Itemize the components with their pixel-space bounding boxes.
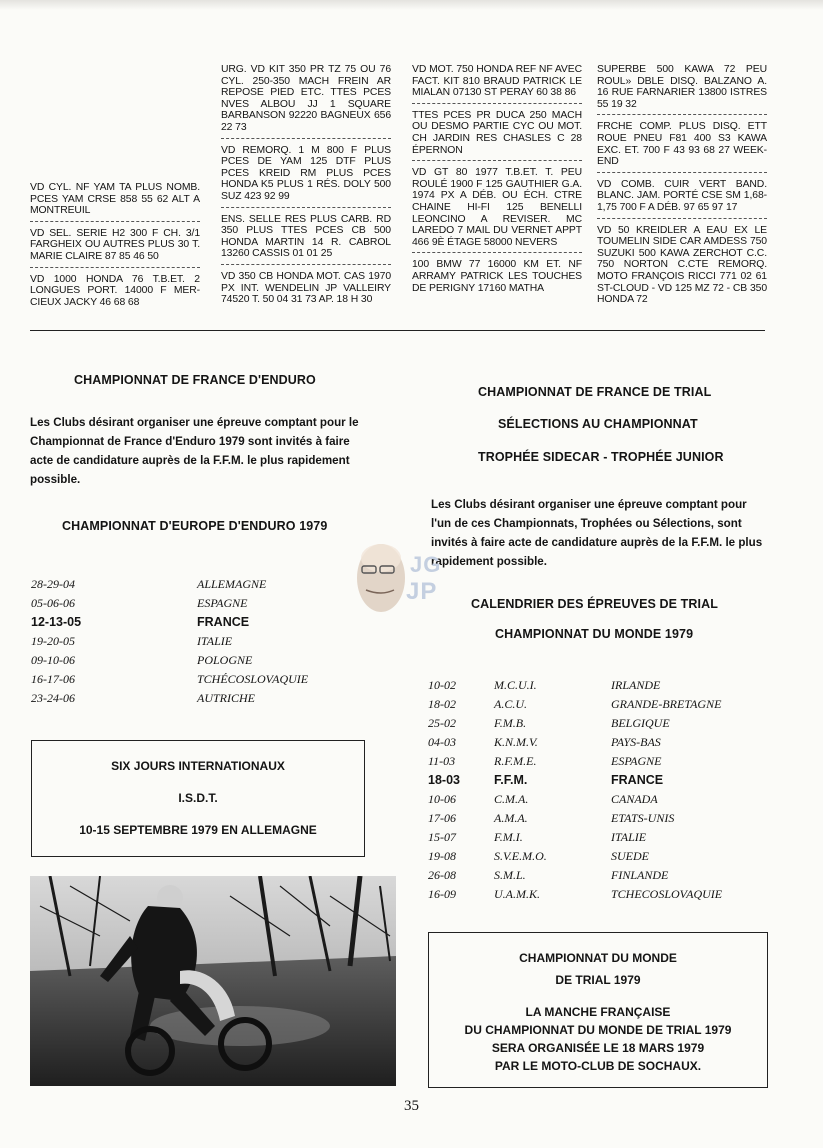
calendar-row bbox=[428, 828, 768, 847]
classified-ad: VD REMORQ. 1 M 800 F PLUS PCES DE YAM 125 DTF PLUS PCES KREID RM PLUS PCES HONDA K5 PLUS 1 RÉS. DOLY 500 SUZ 423 92 99 bbox=[221, 145, 391, 208]
enduro-europe-title: CHAMPIONNAT D'EUROPE D'ENDURO 1979 bbox=[62, 519, 328, 533]
calendar-row bbox=[31, 689, 361, 708]
event-country: FRANCE bbox=[611, 773, 664, 787]
event-country: BELGIQUE bbox=[611, 716, 670, 730]
event-date: 10-02 bbox=[428, 678, 456, 692]
event-country: TCHÉCOSLOVAQUIE bbox=[197, 672, 309, 686]
ads-column-1 bbox=[30, 182, 200, 318]
trial-box-line-6: PAR LE MOTO-CLUB DE SOCHAUX. bbox=[494, 1059, 702, 1073]
event-country: GRANDE-BRETAGNE bbox=[611, 697, 722, 711]
classified-ad: TTES PCES PR DUCA 250 MACH OU DESMO PARTIE CYC OU MOT. CH JARDIN RES CHASLES C 28 ÉPERNON bbox=[412, 110, 582, 161]
calendar-row bbox=[428, 676, 768, 695]
event-date: 19-20-05 bbox=[31, 634, 75, 648]
calendar-row bbox=[428, 790, 768, 809]
event-federation: F.M.B. bbox=[494, 716, 527, 730]
enduro-france-title: CHAMPIONNAT DE FRANCE D'ENDURO bbox=[74, 373, 316, 387]
isdt-line-3: 10-15 SEPTEMBRE 1979 EN ALLEMAGNE bbox=[79, 823, 317, 837]
calendar-row bbox=[428, 847, 768, 866]
calendar-row bbox=[428, 885, 768, 904]
enduro-france-text: Les Clubs désirant organiser une épreuve comptant pour le Championnat de France d'Enduro 1979 sont invités à faire acte de candidature auprès de la F.F.M. le plus rapidement possible. bbox=[30, 416, 359, 486]
calendar-row bbox=[428, 809, 768, 828]
event-country: CANADA bbox=[611, 792, 658, 806]
calendar-row bbox=[31, 613, 361, 632]
trial-box-line-5: SERA ORGANISÉE LE 18 MARS 1979 bbox=[491, 1041, 705, 1055]
stamp-letters-top: JG bbox=[410, 552, 442, 577]
trial-box-line-2: DE TRIAL 1979 bbox=[555, 973, 641, 987]
trial-france-title: CHAMPIONNAT DE FRANCE DE TRIAL bbox=[478, 385, 712, 399]
calendar-row bbox=[31, 651, 361, 670]
enduro-rider-photo bbox=[30, 876, 396, 1086]
event-date: 18-03 bbox=[428, 773, 460, 787]
event-date: 26-08 bbox=[428, 868, 456, 882]
event-country: ITALIE bbox=[611, 830, 647, 844]
event-country: POLOGNE bbox=[197, 653, 253, 667]
isdt-line-1: SIX JOURS INTERNATIONAUX bbox=[111, 759, 285, 773]
rider-photo-illustration bbox=[30, 876, 396, 1086]
event-country: FRANCE bbox=[197, 615, 250, 629]
isdt-box bbox=[31, 740, 365, 857]
event-date: 16-17-06 bbox=[31, 672, 75, 686]
event-federation: K.N.M.V. bbox=[494, 735, 538, 749]
calendar-row bbox=[31, 575, 361, 594]
classified-ad: VD 350 CB HONDA MOT. CAS 1970 PX INT. WENDELIN JP VALLEIRY 74520 T. 50 04 31 73 AP. 18 H 30 bbox=[221, 270, 391, 306]
event-federation: S.V.E.M.O. bbox=[494, 849, 547, 863]
calendar-row bbox=[31, 670, 361, 689]
event-date: 09-10-06 bbox=[31, 653, 75, 667]
stamp-portrait-icon bbox=[348, 530, 468, 620]
classified-ad: VD 1000 HONDA 76 T.B.ET. 2 LONGUES PORT. 14000 F MER-CIEUX JACKY 46 68 68 bbox=[30, 273, 200, 308]
event-federation: A.C.U. bbox=[494, 697, 527, 711]
event-federation: A.M.A. bbox=[494, 811, 528, 825]
stamp-letters-bottom: JP bbox=[406, 578, 438, 605]
classified-ad: VD GT 80 1977 T.B.ET. T. PEU ROULÉ 1900 F 125 GAUTHIER G.A. 1974 PX A DÉB. OU ÉCH. CTRE CHAINE HI-FI 125 BENELLI LEONCINO A REVISER. MC LAREDO 7 MAIL DU VERNET APPT 466 9È ÉTAGE 58000 NEVERS bbox=[412, 167, 582, 253]
ads-column-3 bbox=[412, 64, 582, 304]
trial-box-line-4: DU CHAMPIONNAT DU MONDE DE TRIAL 1979 bbox=[464, 1023, 732, 1037]
calendar-row bbox=[428, 695, 768, 714]
calendar-row bbox=[428, 866, 768, 885]
event-country: ETATS-UNIS bbox=[611, 811, 675, 825]
enduro-europe-calendar bbox=[31, 575, 361, 708]
trial-france-text: Les Clubs désirant organiser une épreuve comptant pour l'un de ces Championnats, Trophées ou Sélections, sont invités à faire acte de candidature auprès de la F.F.M. le plus rapidement possible. bbox=[431, 498, 763, 568]
isdt-line-2: I.S.D.T. bbox=[178, 791, 218, 805]
ads-column-2 bbox=[221, 64, 391, 316]
event-date: 19-08 bbox=[428, 849, 456, 863]
event-country: PAYS-BAS bbox=[611, 735, 661, 749]
classified-ad: ENS. SELLE RES PLUS CARB. RD 350 PLUS TTES PCES CB 500 HONDA MARTIN 14 R. CABROL 13260 CASSIS 01 01 25 bbox=[221, 214, 391, 265]
calendar-row bbox=[428, 714, 768, 733]
event-country: ESPAGNE bbox=[197, 596, 248, 610]
classified-ad: FRCHE COMP. PLUS DISQ. ETT ROUE PNEU F81 400 S3 KAWA EXC. ET. 700 F 43 93 68 27 WEEK-END bbox=[597, 121, 767, 172]
event-date: 18-02 bbox=[428, 697, 456, 711]
trial-trophy-title: TROPHÉE SIDECAR - TROPHÉE JUNIOR bbox=[478, 450, 724, 464]
classified-ad: 100 BMW 77 16000 KM ET. NF ARRAMY PATRICK LES TOUCHES DE PERIGNY 17160 MATHA bbox=[412, 259, 582, 294]
event-date: 10-06 bbox=[428, 792, 456, 806]
classified-ad: URG. VD KIT 350 PR TZ 75 OU 76 CYL. 250-350 MACH FREIN AR REPOSE PIED ETC. TTES PCES NVES ALBOU JJ 1 SQUARE BARBANSON 92220 BAGNEUX 656 22 73 bbox=[221, 64, 391, 139]
classified-ad: VD 50 KREIDLER A EAU EX LE TOUMELIN SIDE CAR AMDESS 750 SUZUKI 500 KAWA ZERCHOT C.C. 750 NORTON C.CTE REMORQ. MOTO FRANÇOIS RICCI 771 02 61 ST-CLOUD - VD 125 MZ 72 - CB 350 HONDA 72 bbox=[597, 224, 767, 306]
event-federation: U.A.M.K. bbox=[494, 887, 540, 901]
event-date: 23-24-06 bbox=[31, 691, 75, 705]
event-date: 28-29-04 bbox=[31, 577, 75, 591]
event-date: 25-02 bbox=[428, 716, 456, 730]
event-country: ITALIE bbox=[197, 634, 233, 648]
event-date: 17-06 bbox=[428, 811, 456, 825]
event-country: ESPAGNE bbox=[611, 754, 662, 768]
classified-ad: VD CYL. NF YAM TA PLUS NOMB. PCES YAM CRSE 858 55 62 ALT A MONTREUIL bbox=[30, 182, 200, 222]
event-federation: F.M.I. bbox=[494, 830, 523, 844]
ads-column-4 bbox=[597, 64, 767, 316]
event-federation: F.F.M. bbox=[494, 773, 528, 787]
trial-calendar-title: CALENDRIER DES ÉPREUVES DE TRIAL bbox=[471, 597, 718, 611]
trial-world-box bbox=[428, 932, 768, 1088]
classified-ad: SUPERBE 500 KAWA 72 PEU ROUL» DBLE DISQ. BALZANO A. 16 RUE FARNARIER 13800 ISTRES 55 19 32 bbox=[597, 64, 767, 115]
trial-world-title: CHAMPIONNAT DU MONDE 1979 bbox=[495, 627, 694, 641]
trial-box-line-3: LA MANCHE FRANÇAISE bbox=[525, 1005, 671, 1019]
page-number: 35 bbox=[404, 1098, 419, 1114]
event-date: 15-07 bbox=[428, 830, 456, 844]
event-country: SUEDE bbox=[611, 849, 649, 863]
event-federation: R.F.M.E. bbox=[494, 754, 537, 768]
classified-ad: VD COMB. CUIR VERT BAND. BLANC. JAM. PORTÉ CSE SM 1,68-1,75 700 F A DÉB. 97 65 97 17 bbox=[597, 179, 767, 219]
event-federation: S.M.L. bbox=[494, 868, 526, 882]
event-date: 16-09 bbox=[428, 887, 456, 901]
page-top-shadow bbox=[0, 0, 823, 10]
event-country: FINLANDE bbox=[611, 868, 669, 882]
event-federation: C.M.A. bbox=[494, 792, 529, 806]
event-federation: M.C.U.I. bbox=[494, 678, 537, 692]
calendar-row bbox=[31, 594, 361, 613]
classified-ad: VD SEL. SERIE H2 300 F CH. 3/1 FARGHEIX OU AUTRES PLUS 30 T. MARIE CLAIRE 87 85 46 50 bbox=[30, 228, 200, 268]
event-date: 11-03 bbox=[428, 754, 456, 768]
event-date: 12-13-05 bbox=[31, 615, 82, 629]
calendar-row bbox=[428, 771, 768, 790]
event-country: AUTRICHE bbox=[197, 691, 255, 705]
collector-stamp bbox=[348, 530, 468, 620]
trial-selections-title: SÉLECTIONS AU CHAMPIONNAT bbox=[498, 417, 698, 431]
event-date: 05-06-06 bbox=[31, 596, 75, 610]
ads-divider-rule bbox=[30, 330, 765, 331]
classified-ad: VD MOT. 750 HONDA REF NF AVEC FACT. KIT 810 BRAUD PATRICK LE MIALAN 07130 ST PERAY 60 38 86 bbox=[412, 64, 582, 104]
event-country: ALLEMAGNE bbox=[197, 577, 267, 591]
event-date: 04-03 bbox=[428, 735, 456, 749]
trial-world-calendar bbox=[428, 676, 768, 904]
calendar-row bbox=[31, 632, 361, 651]
calendar-row bbox=[428, 733, 768, 752]
calendar-row bbox=[428, 752, 768, 771]
event-country: IRLANDE bbox=[611, 678, 661, 692]
event-country: TCHECOSLOVAQUIE bbox=[611, 887, 723, 901]
trial-box-line-1: CHAMPIONNAT DU MONDE bbox=[519, 951, 677, 965]
